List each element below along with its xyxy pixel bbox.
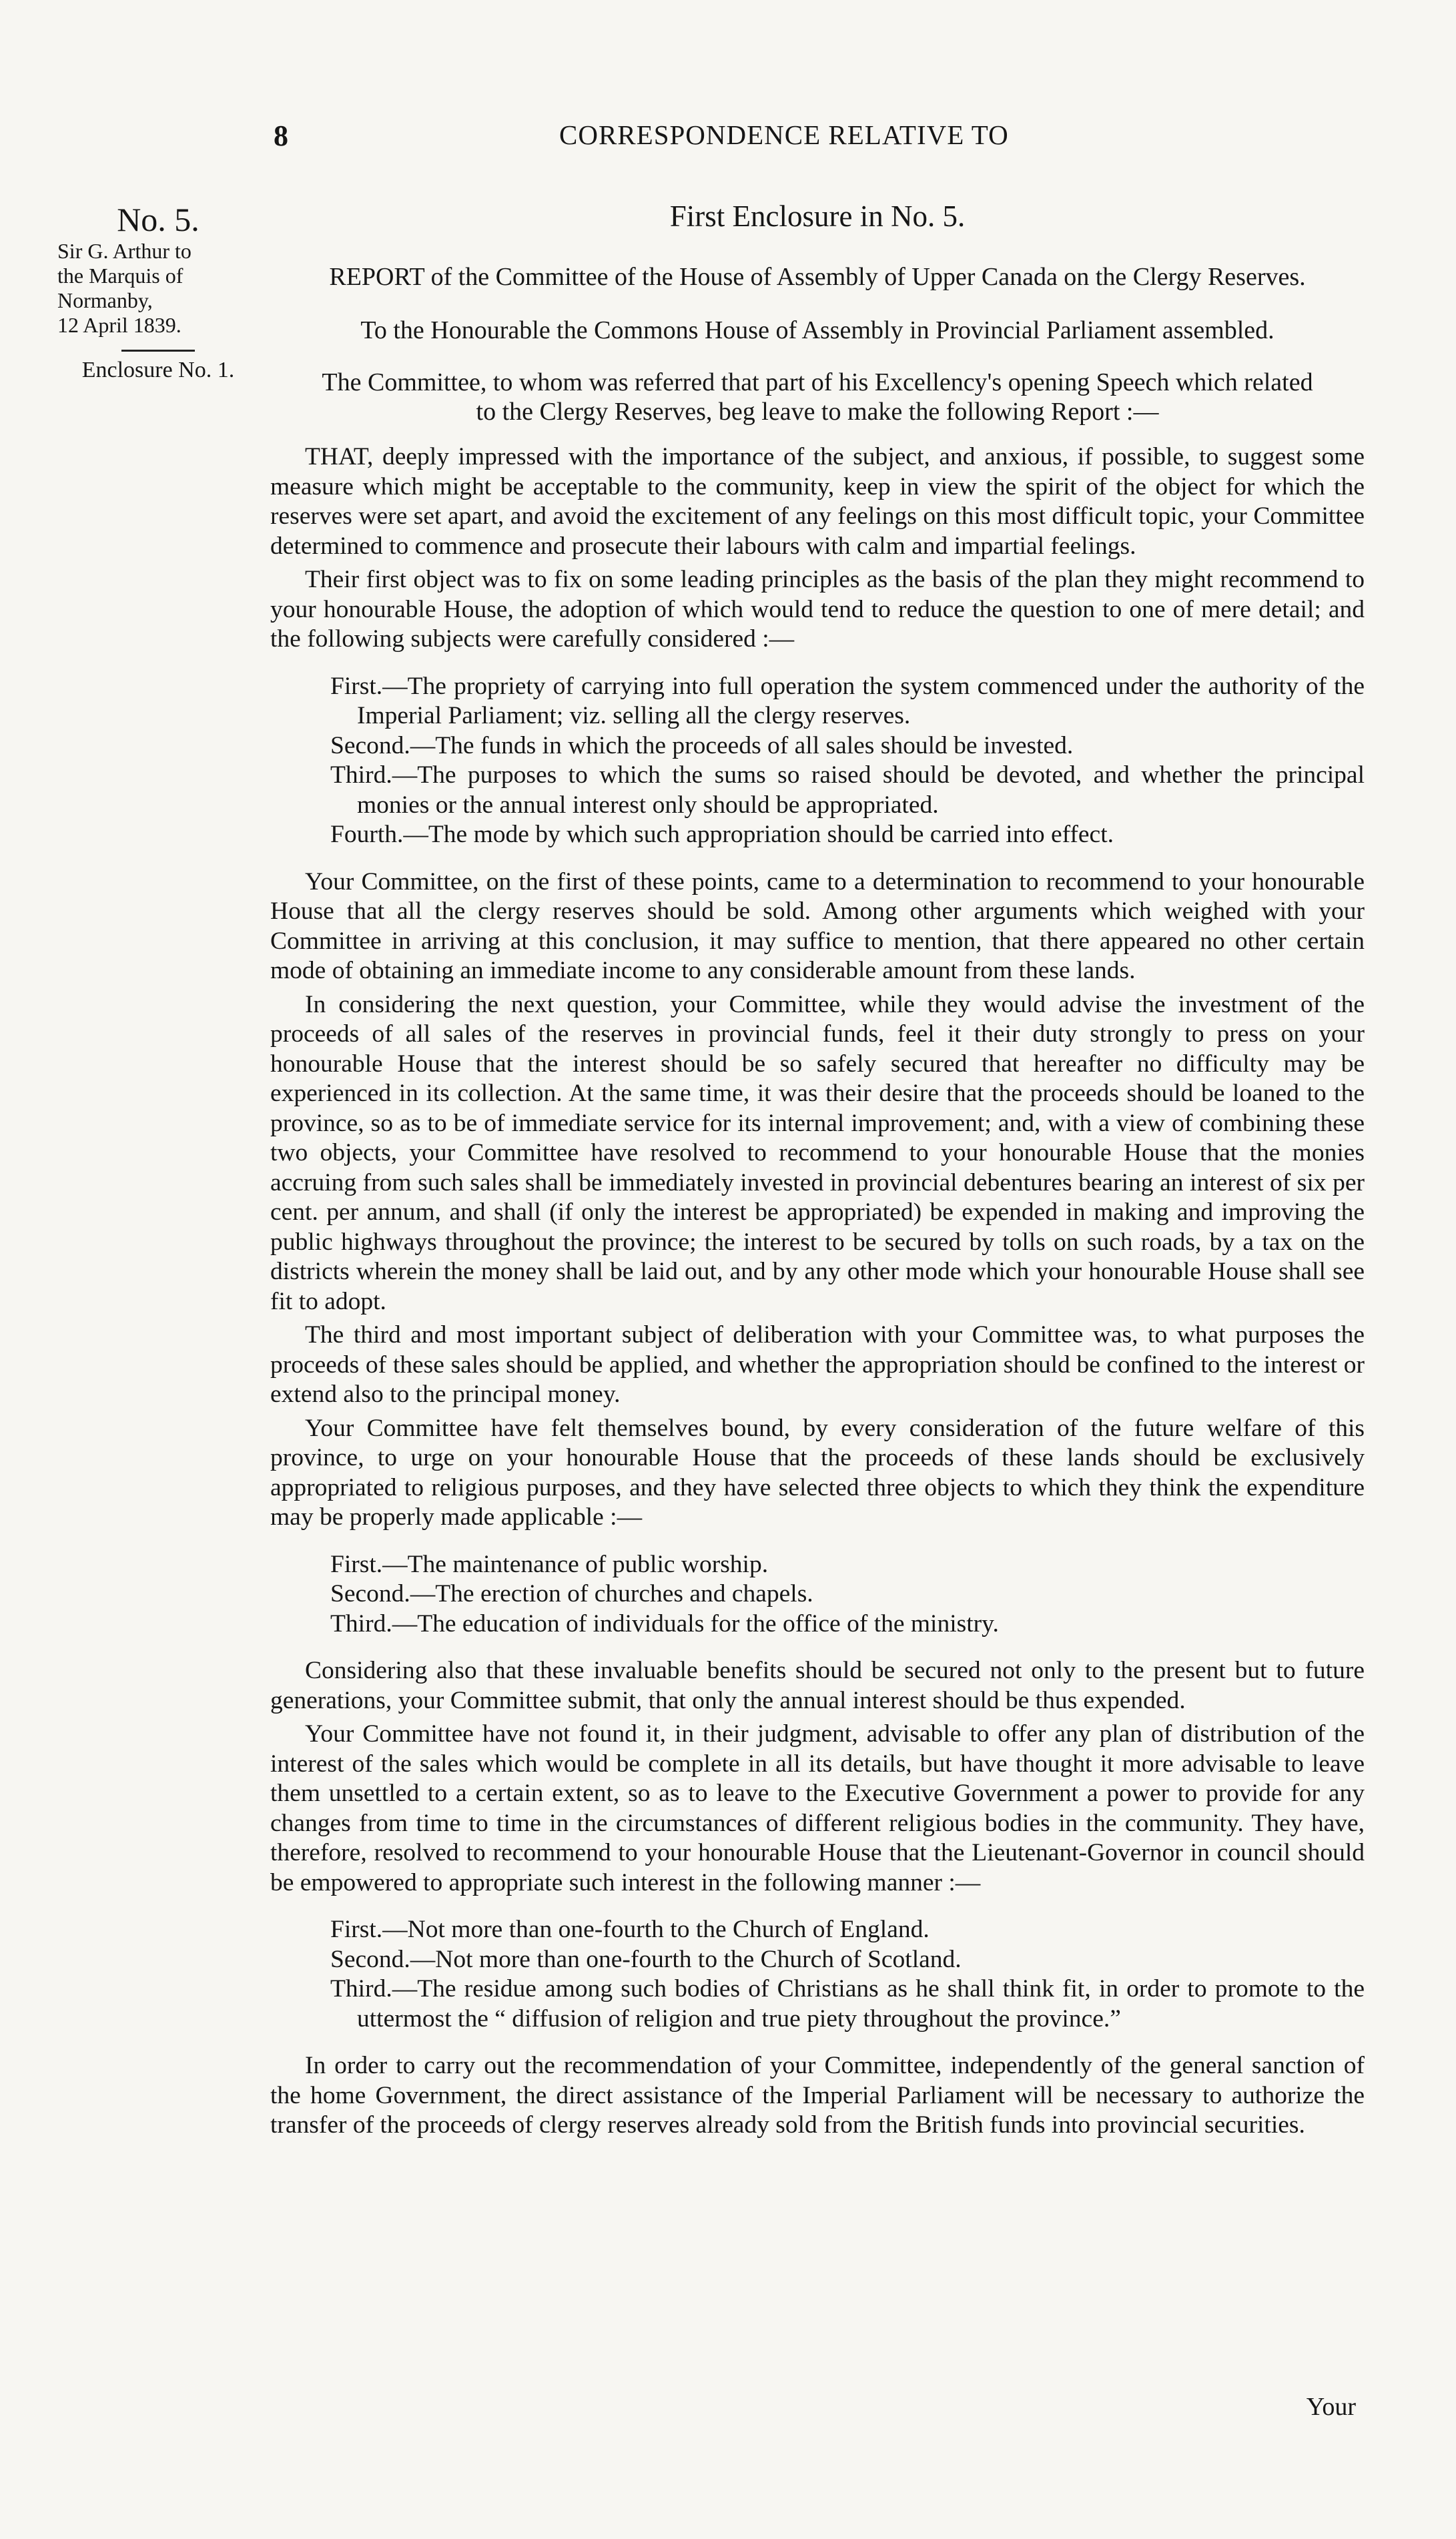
list-item: Second.—The funds in which the proceeds of all sales should be invested.	[330, 731, 1074, 759]
page-header	[0, 119, 1456, 165]
paragraph-8: Your Committee have not found it, in their judgment, advisable to offer any plan of distribution of the interest of the sales which would be complete in all its details, but have thought it more advisable to leave them unsettled to a certain extent, so as to leave to the Executive Government a power to provide for any changes from time to time in the circumstances of different religious bodies in the community. They have, therefore, resolved to recommend to your honourable House that the Lieutenant-Governor in council should be empowered to appropriate such interest in the following manner :—	[270, 1720, 1365, 1896]
list-item: Second.—Not more than one-fourth to the Church of Scotland.	[330, 1945, 962, 1973]
list-item: Third.—The education of individuals for the office of the ministry.	[330, 1609, 999, 1638]
main-text	[270, 197, 1365, 2141]
margin-from: Sir G. Arthur to	[57, 239, 192, 263]
list-item: Fourth.—The mode by which such appropriation should be carried into effect.	[330, 821, 1114, 848]
list-item: First.—The maintenance of public worship.	[330, 1550, 769, 1578]
margin-to: the Marquis of	[57, 264, 184, 288]
intro-paragraph: The Committee, to whom was referred that part of his Excellency's opening Speech which related to the Clergy Reserves, beg leave to make the following Report :—	[322, 368, 1313, 426]
report-heading: REPORT of the Committee of the House of Assembly of Upper Canada on the Clergy Reserves.	[329, 263, 1306, 291]
paragraph-4: In considering the next question, your Committee, while they would advise the investment of the proceeds of all sales of the reserves in provincial funds, feel it their duty strongly to press on your honourable House that the interest should be so safely secured that hereafter no difficulty may be experienced in its collection. At the same time, it was their desire that the proceeds should be loaned to the province, so as to be of immediate service for its internal improvement; and, with a view of combining these two objects, your Committee have resolved to recommend to your honourable House that the monies accruing from such sales shall be immediately invested in provincial debentures bearing an interest of six per cent. per annum, and shall (if only the interest be appropriated) be expended in making and improving the public highways throughout the province; the interest to be secured by tolls on such roads, by a tax on the districts wherein the money shall be laid out, and by any other mode which your honourable House shall see fit to adopt.	[270, 990, 1365, 1315]
enclosure-heading: First Enclosure in No. 5.	[669, 200, 966, 233]
catchword: Your	[1306, 2393, 1356, 2421]
list-item: First.—Not more than one-fourth to the Church of England.	[330, 1916, 930, 1943]
paragraph-9: In order to carry out the recommendation of your Committee, independently of the general sanction of the home Government, the direct assistance of the Imperial Parliament will be necessary to authorize the transfer of the proceeds of clergy reserves already sold from the British funds into provincial securities.	[270, 2052, 1365, 2139]
paragraph-2: Their first object was to fix on some leading principles as the basis of the plan they might recommend to your honourable House, the adoption of which would tend to reduce the question to one of mere detail; and the following subjects were carefully considered :—	[270, 566, 1365, 653]
running-title: CORRESPONDENCE RELATIVE TO	[559, 119, 1009, 150]
page-number: 8	[274, 119, 288, 152]
margin-number: No. 5.	[117, 201, 200, 238]
list-item: Second.—The erection of churches and chapels.	[330, 1580, 813, 1607]
paragraph-6: Your Committee have felt themselves bound, by every consideration of the future welfare of this province, to urge on your honourable House that the proceeds of these lands should be exclusively appropriated to religious purposes, and they have selected three objects to which they think the expenditure may be properly made applicable :—	[270, 1414, 1365, 1531]
margin-rule	[121, 350, 195, 352]
margin-date: 12 April 1839.	[57, 313, 181, 337]
margin-note	[48, 200, 268, 384]
list-item: Third.—The residue among such bodies of Christians as he shall think fit, in order to promote to the uttermost the “ diffusion of religion and true piety throughout the province.”	[330, 1975, 1365, 2033]
address-line: To the Honourable the Commons House of Assembly in Provincial Parliament assembled.	[360, 316, 1275, 344]
list-item: Third.—The purposes to which the sums so raised should be devoted, and whether the principal monies or the annual interest only should be appropriated.	[330, 761, 1365, 819]
paragraph-7: Considering also that these invaluable benefits should be secured not only to the present but to future generations, your Committee submit, that only the annual interest should be thus expended.	[270, 1657, 1365, 1714]
paragraph-3: Your Committee, on the first of these points, came to a determination to recommend to your honourable House that all the clergy reserves should be sold. Among other arguments which weighed with your Committee in arriving at this conclusion, it may suffice to mention, that there appeared no other certain mode of obtaining an immediate income to any considerable amount from these lands.	[270, 867, 1365, 984]
margin-enclosure: Enclosure No. 1.	[81, 358, 235, 382]
shares-list	[270, 1915, 1365, 2034]
subjects-list	[270, 672, 1365, 850]
margin-to-name: Normanby,	[57, 288, 153, 312]
paragraph-5: The third and most important subject of deliberation with your Committee was, to what purposes the proceeds of these sales should be applied, and whether the appropriation should be confined to the interest or extend also to the principal money.	[270, 1321, 1365, 1408]
objects-list	[270, 1550, 1365, 1640]
paragraph-1: THAT, deeply impressed with the importance of the subject, and anxious, if possible, to suggest some measure which might be acceptable to the community, keep in view the spirit of the object for which the reserves were set apart, and avoid the excitement of any feelings on this most difficult topic, your Committee determined to commence and prosecute their labours with calm and impartial feelings.	[270, 443, 1365, 560]
list-item: First.—The propriety of carrying into full operation the system commenced under the authority of the Imperial Parliament; viz. selling all the clergy reserves.	[330, 672, 1365, 729]
